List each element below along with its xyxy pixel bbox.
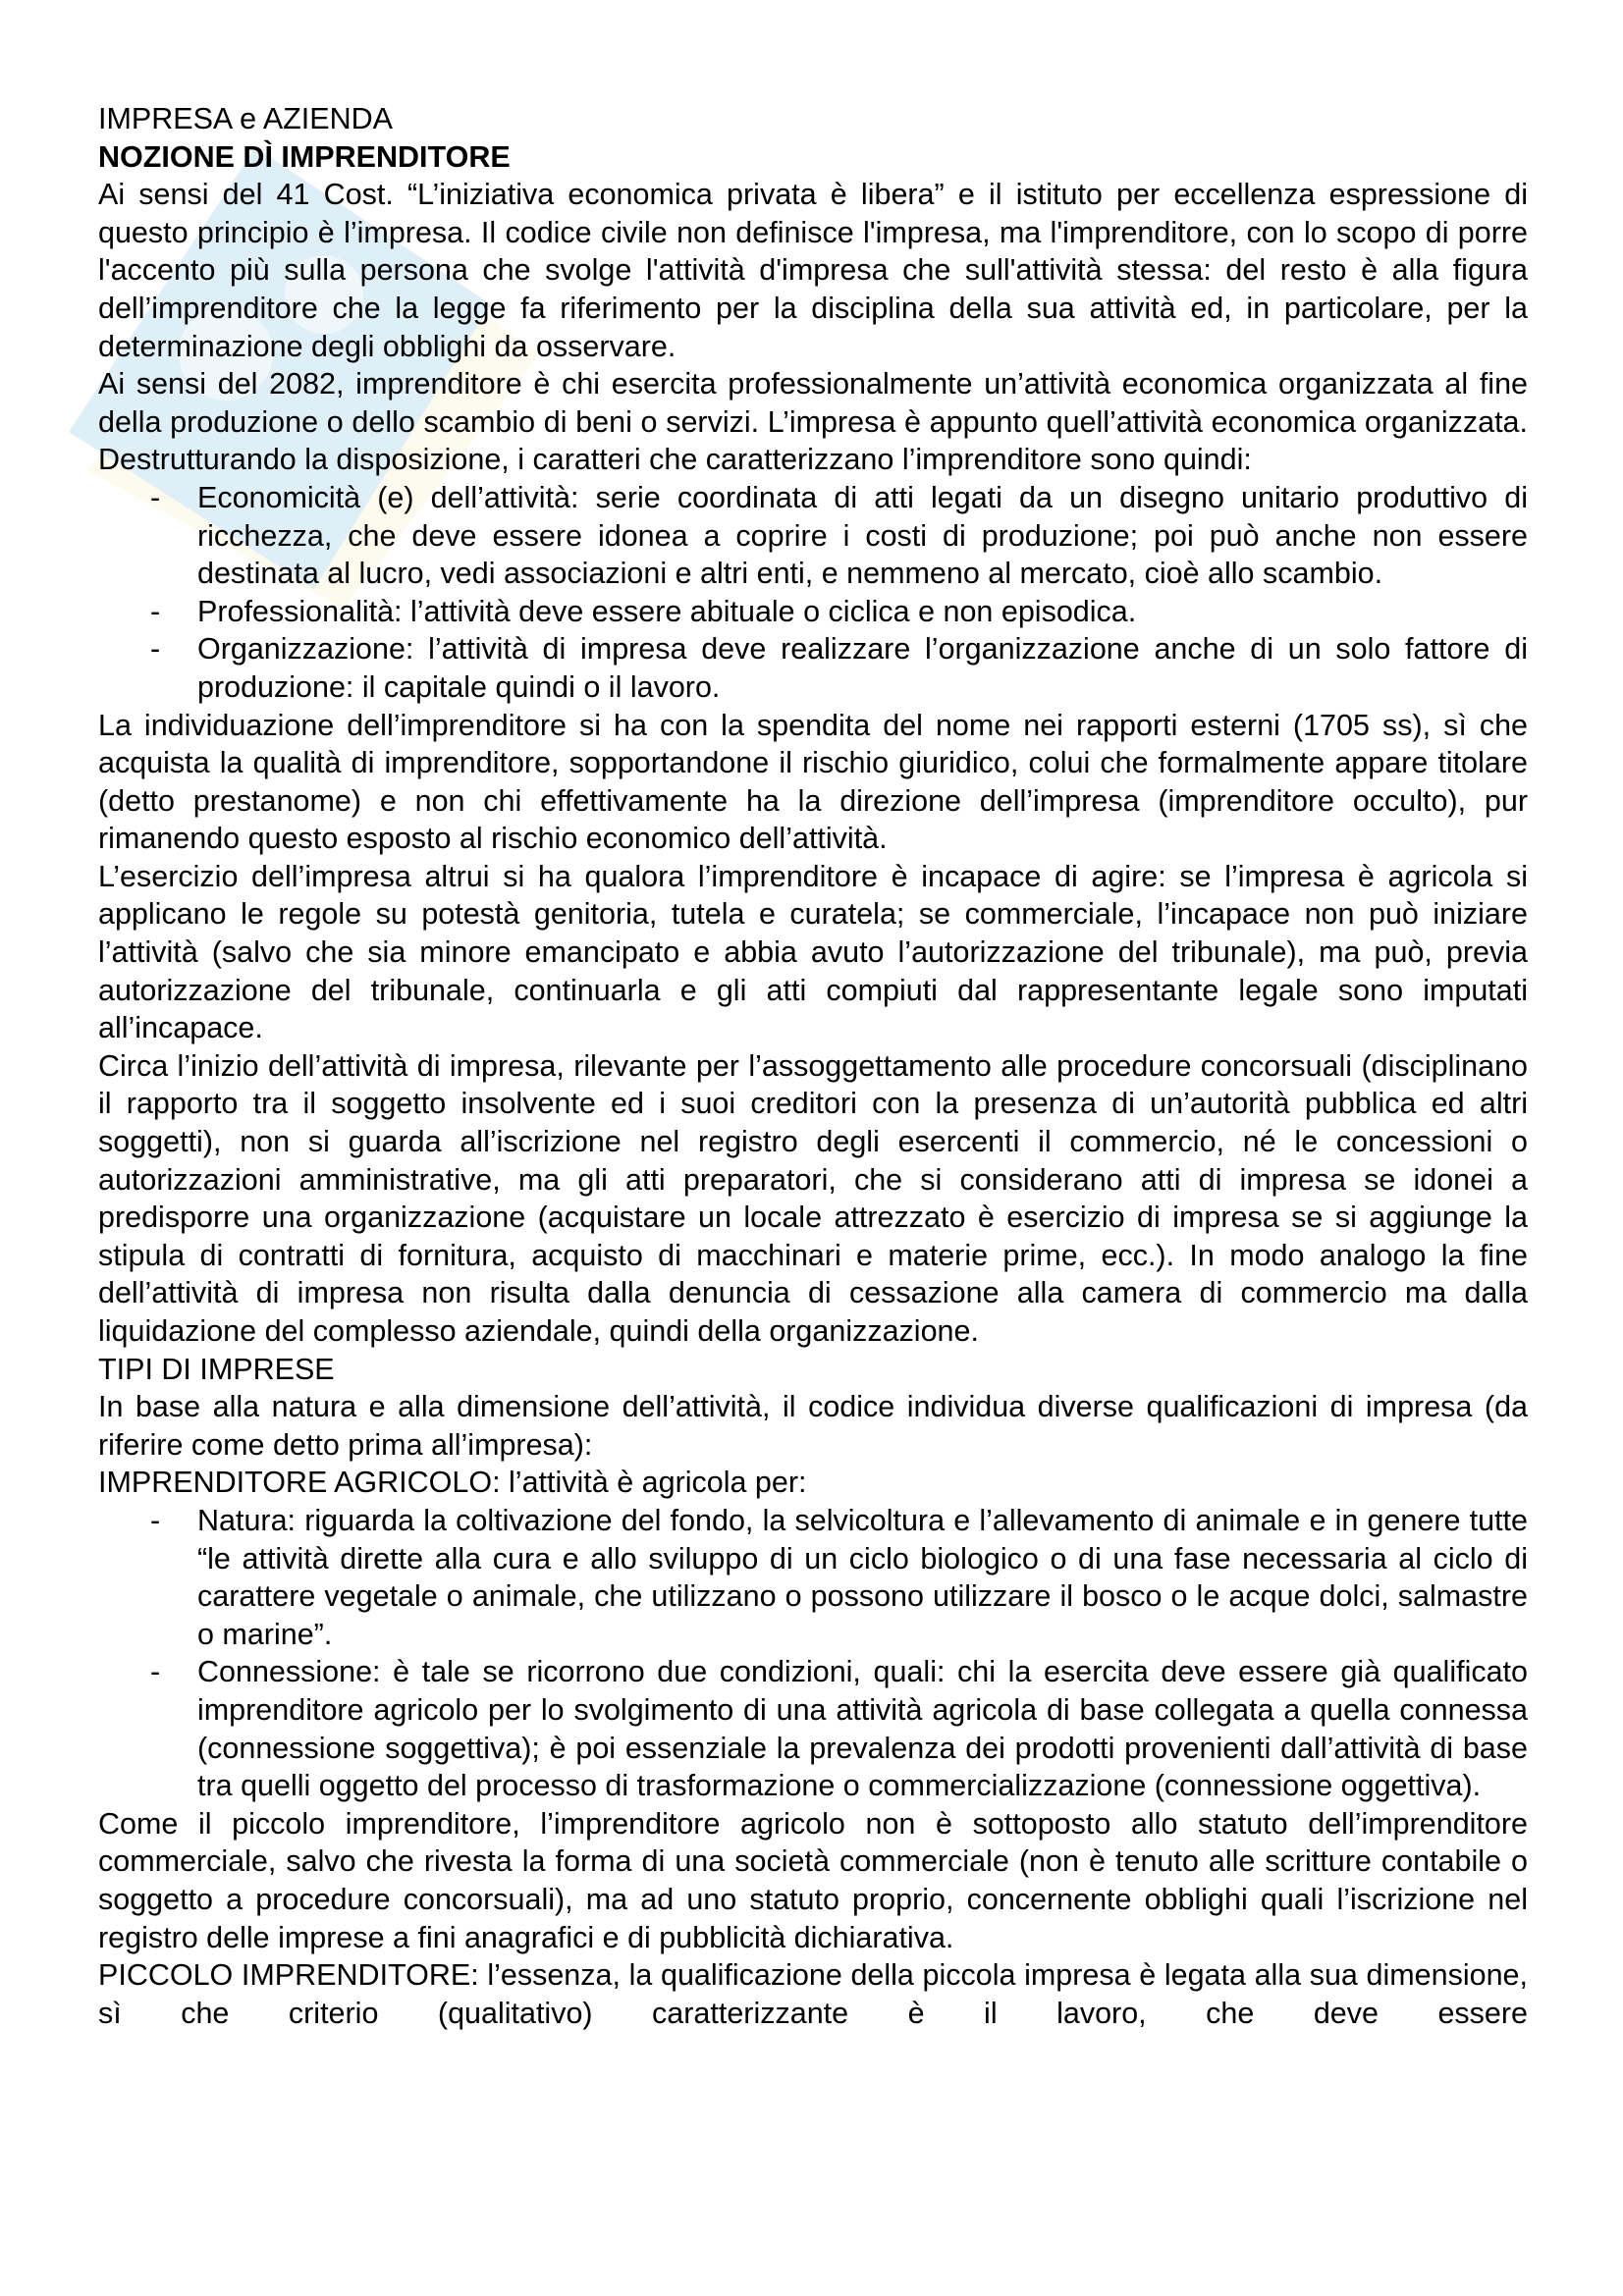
list-agricolo (98, 1502, 1528, 1805)
paragraph-piccolo-1: Come il piccolo imprenditore, l’imprenditore agricolo non è sottoposto allo statuto dell’imprenditore commerciale, salvo che rivesta la forma di una società commerciale (non è tenuto alle scritture contabile o soggetto a procedure concorsuali), ma ad uno statuto proprio, concernente obblighi quali l’iscrizione nel registro delle imprese a fini anagrafici e di pubblicità dichiarativa. (98, 1806, 1528, 1954)
list-item-economicita: - Economicità (e) dell’attività: serie coordinata di atti legati da un disegno unitario produttivo di ricchezza, che deve essere idonea a coprire i costi di produzione; poi può anche non essere destinata al lucro, vedi associazioni e altri enti, e nemmeno al mercato, cioè allo scambio. (197, 479, 1528, 593)
paragraph-intro-2: Ai sensi del 2082, imprenditore è chi esercita professionalmente un’attività economica organizzata al fine della produzione o dello scambio di beni o servizi. L’impresa è appunto quell’attività economica organizzata. Destrutturando la disposizione, i caratteri che caratterizzano l’imprenditore sono quindi: (98, 367, 1528, 477)
list-item-organizzazione: - Organizzazione: l’attività di impresa deve realizzare l’organizzazione anche di un solo fattore di produzione: il capitale quindi o il lavoro. (197, 630, 1528, 706)
paragraph-intro-1: Ai sensi del 41 Cost. “L’iniziativa economica privata è libera” e il istituto per eccellenza espressione di questo principio è l’impresa. Il codice civile non definisce l'impresa, ma l'imprenditore, con lo scopo di porre l'accento più sulla persona che svolge l'attività d'impresa che sull'attività stessa: del resto è alla figura dell’imprenditore che la legge fa riferimento per la disciplina della sua attività ed, in particolare, per la determinazione degli obblighi da osservare. (98, 178, 1528, 363)
section-title-nozione: NOZIONE DÌ IMPRENDITORE (98, 139, 511, 174)
paragraph-individuazione: La individuazione dell’imprenditore si ha con la spendita del nome nei rapporti esterni (1705 ss), sì che acquista la qualità di imprenditore, sopportandone il rischio giuridico, colui che formalmente appare titolare (detto prestanome) e non chi effettivamente ha la direzione dell’impresa (imprenditore occulto), pur rimanendo questo esposto al rischio economico dell’attività. (98, 708, 1528, 856)
section-title-agricolo: IMPRENDITORE AGRICOLO: l’attività è agricola per: (98, 1466, 807, 1500)
list-item-connessione: - Connessione: è tale se ricorrono due condizioni, quali: chi la esercita deve essere già qualificato imprenditore agricolo per lo svolgimento di una attività agricola di base collegata a quella connessa (connessione soggettiva); è poi essenziale la prevalenza dei prodotti provenienti dall’attività di base tra quelli oggetto del processo di trasformazione o commercializzazione (connessione oggettiva). (197, 1653, 1528, 1804)
document-heading: IMPRESA e AZIENDA (98, 102, 394, 135)
paragraph-piccolo-2: PICCOLO IMPRENDITORE: l’essenza, la qualificazione della piccola impresa è legata alla sua dimensione, sì che criterio (qualitativo) caratterizzante è il lavoro, che deve essere (98, 1958, 1528, 2030)
section-title-tipi: TIPI DI IMPRESE (98, 1352, 335, 1386)
document-page (98, 100, 1528, 2032)
list-item-natura: - Natura: riguarda la coltivazione del fondo, la selvicoltura e l’allevamento di animale e in genere tutte “le attività dirette alla cura e allo sviluppo di un ciclo biologico o di una fase necessaria al ciclo di carattere vegetale o animale, che utilizzano o possono utilizzare il bosco o le acque dolci, salmastre o marine”. (197, 1502, 1528, 1653)
paragraph-esercizio-altrui: L’esercizio dell’impresa altrui si ha qualora l’imprenditore è incapace di agire: se l’impresa è agricola si applicano le regole su potestà genitoria, tutela e curatela; se commerciale, l’incapace non può iniziare l’attività (salvo che sia minore emancipato e abbia avuto l’autorizzazione del tribunale), ma può, previa autorizzazione del tribunale, continuarla e gli atti compiuti dal rappresentante legale sono imputati all’incapace. (98, 859, 1528, 1045)
list-caratteri (98, 479, 1528, 707)
list-item-professionalita: - Professionalità: l’attività deve essere abituale o ciclica e non episodica. (197, 593, 1528, 631)
paragraph-inizio-attivita: Circa l’inizio dell’attività di impresa, rilevante per l’assoggettamento alle procedure concorsuali (disciplinano il rapporto tra il soggetto insolvente ed i suoi creditori con la presenza di un’autorità pubblica ed altri soggetti), non si guarda all’iscrizione nel registro degli esercenti il commercio, né le concessioni o autorizzazioni amministrative, ma gli atti preparatori, che si considerano atti di impresa se idonei a predisporre una organizzazione (acquistare un locale attrezzato è esercizio di impresa se si aggiunge la stipula di contratti di fornitura, acquisto di macchinari e materie prime, ecc.). In modo analogo la fine dell’attività di impresa non risulta dalla denuncia di cessazione alla camera di commercio ma dalla liquidazione del complesso aziendale, quindi della organizzazione. (98, 1048, 1528, 1348)
paragraph-tipi: In base alla natura e alla dimensione dell’attività, il codice individua diverse qualificazioni di impresa (da riferire come detto prima all’impresa): (98, 1390, 1528, 1462)
